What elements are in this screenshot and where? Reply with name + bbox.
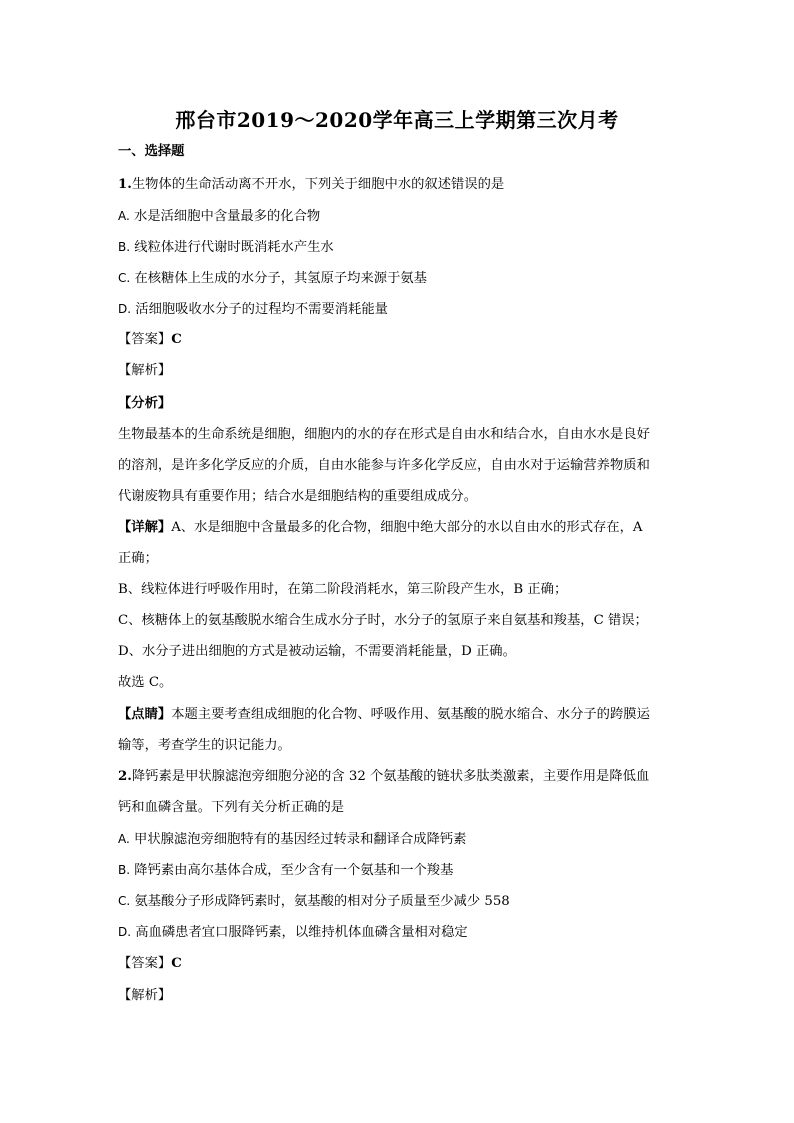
section-heading: 一、选择题 [118,144,185,159]
q2-stem-first [118,767,684,787]
q1-fenxi-line: 的溶剂，是许多化学反应的介质，自由水能参与许多化学反应，自由水对于运输营养物质和 [118,458,650,473]
q1-detail-line: D、水分子进出细胞的方式是被动运输，不需要消耗能量，D 正确。 [118,644,516,659]
q2-number: 2. [118,769,132,784]
q1-dianjing-line: 输等，考查学生的识记能力。 [118,738,291,753]
option-text: 活细胞吸收水分子的过程均不需要消耗能量 [135,302,388,317]
q2-stem-line: 钙和血磷含量。下列有关分析正确的是 [118,800,345,815]
detail-text: A、水是细胞中含量最多的化合物，细胞中绝大部分的水以自由水的形式存在，A [171,520,643,535]
answer-value: C [171,332,182,347]
q1-fenxi-line: 代谢废物具有重要作用；结合水是细胞结构的重要组成成分。 [118,489,478,504]
option-letter: B. [118,863,131,877]
option-letter: A. [118,209,130,223]
q1-detail-first [118,518,684,538]
dianjing-label: 【点睛】 [118,707,172,722]
q1-number: 1. [118,177,132,192]
q1-answer [118,330,684,350]
q1-detail-line: C、核糖体上的氨基酸脱水缩合生成水分子时，水分子的氢原子来自氨基和羧基，C 错误； [118,613,648,628]
q1-stem-text: 生物体的生命活动离不开水，下列关于细胞中水的叙述错误的是 [131,177,505,192]
option-letter: D. [118,925,132,939]
q1-fenxi-line: 生物最基本的生命系统是细胞，细胞内的水的存在形式是自由水和结合水，自由水水是良好 [118,427,650,442]
option-letter: C. [118,894,131,908]
q2-option-d [118,922,684,943]
q1-detail-line: 故选 C。 [118,675,173,690]
option-letter: A. [118,832,130,846]
option-text: 氨基酸分子形成降钙素时，氨基酸的相对分子质量至少减少 558 [134,894,510,909]
q1-detail-line: B、线粒体进行呼吸作用时，在第二阶段消耗水，第三阶段产生水，B 正确； [118,582,568,597]
q1-option-d [118,299,684,320]
q1-option-c [118,268,684,289]
q1-analysis-label: 【解析】 [118,363,172,378]
q2-analysis-label: 【解析】 [118,988,172,1003]
q1-fenxi-label: 【分析】 [118,396,172,411]
q2-option-c [118,891,684,912]
option-letter: B. [118,240,131,254]
option-text: 线粒体进行代谢时既消耗水产生水 [134,240,334,255]
q1-dianjing-first [118,705,684,725]
answer-value: C [171,956,182,971]
detail-label: 【详解】 [118,520,172,535]
q2-stem-text: 降钙素是甲状腺滤泡旁细胞分泌的含 32 个氨基酸的链状多肽类激素，主要作用是降低血 [131,769,650,784]
option-text: 在核糖体上生成的水分子，其氢原子均来源于氨基 [134,271,427,286]
q2-option-b [118,860,684,881]
q1-detail-line: 正确； [118,551,158,566]
page-title: 邢台市2019～2020学年高三上学期第三次月考 [175,108,619,132]
answer-label: 【答案】 [118,956,172,971]
option-text: 甲状腺滤泡旁细胞特有的基因经过转录和翻译合成降钙素 [134,832,467,847]
q1-stem [118,175,684,195]
option-letter: C. [118,271,131,285]
option-text: 降钙素由高尔基体合成，至少含有一个氨基和一个羧基 [134,863,454,878]
dianjing-text: 本题主要考查组成细胞的化合物、呼吸作用、氨基酸的脱水缩合、水分子的跨膜运 [171,707,650,722]
q2-answer [118,954,684,974]
q1-option-a [118,206,684,227]
q1-option-b [118,237,684,258]
option-letter: D. [118,302,132,316]
answer-label: 【答案】 [118,332,172,347]
option-text: 高血磷患者宜口服降钙素，以维持机体血磷含量相对稳定 [135,925,468,940]
q2-option-a [118,829,684,850]
option-text: 水是活细胞中含量最多的化合物 [134,209,321,224]
